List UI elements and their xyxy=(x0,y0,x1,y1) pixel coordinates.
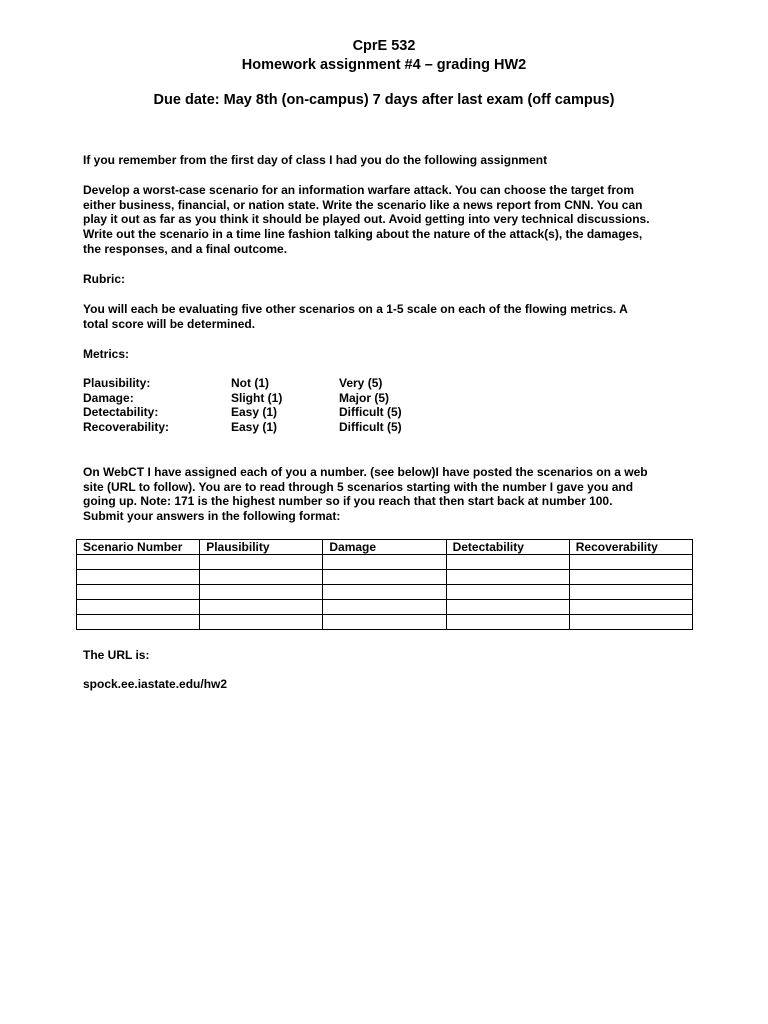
table-cell xyxy=(323,600,446,615)
rubric-line: total score will be determined. xyxy=(83,316,256,331)
table-cell xyxy=(200,555,323,570)
scenario-prompt xyxy=(83,183,703,257)
table-cell xyxy=(569,600,692,615)
table-cell xyxy=(446,585,569,600)
instruction-line: On WebCT I have assigned each of you a number. (see below)I have posted the scenarios on a web xyxy=(83,465,648,479)
table-row xyxy=(77,585,693,600)
metric-name: Detectability: xyxy=(83,405,159,419)
table-cell xyxy=(446,570,569,585)
header-scenario-number: Scenario Number xyxy=(77,540,200,555)
table-cell xyxy=(77,555,200,570)
table-cell xyxy=(569,555,692,570)
table-cell xyxy=(569,570,692,585)
prompt-line: the responses, and a final outcome. xyxy=(83,241,288,256)
metric-high: Difficult (5) xyxy=(339,405,402,419)
metric-low: Slight (1) xyxy=(231,391,283,405)
table-row xyxy=(77,615,693,630)
table-cell xyxy=(446,555,569,570)
prompt-line: play it out as far as you think it should be played out. Avoid getting into very technical discussions. xyxy=(83,212,650,227)
url-label: The URL is: xyxy=(83,648,150,662)
metrics-heading: Metrics: xyxy=(83,347,130,361)
instruction-line: Submit your answers in the following format: xyxy=(83,509,341,524)
header-recoverability: Recoverability xyxy=(569,540,692,555)
prompt-line: either business, financial, or nation state. Write the scenario like a news report from CNN. You can xyxy=(83,197,643,212)
rubric-text xyxy=(83,302,703,331)
answer-format-table xyxy=(76,539,693,630)
table-cell xyxy=(77,585,200,600)
table-row xyxy=(77,600,693,615)
header-damage: Damage xyxy=(323,540,446,555)
metric-low: Easy (1) xyxy=(231,405,278,419)
metric-name: Plausibility: xyxy=(83,376,151,390)
table-cell xyxy=(200,615,323,630)
table-cell xyxy=(200,600,323,615)
url-label-block xyxy=(83,648,703,663)
table-cell xyxy=(569,585,692,600)
rubric-line: You will each be evaluating five other scenarios on a 1-5 scale on each of the flowing metrics. A xyxy=(83,302,628,316)
prompt-line: Write out the scenario in a time line fashion talking about the nature of the attack(s), the damages, xyxy=(83,227,643,242)
metric-low: Not (1) xyxy=(231,376,269,390)
intro-text: If you remember from the first day of class I had you do the following assignment xyxy=(83,153,548,167)
instructions xyxy=(83,465,703,524)
table-cell xyxy=(77,570,200,585)
metric-high: Major (5) xyxy=(339,391,390,405)
metric-high: Difficult (5) xyxy=(339,420,402,434)
instruction-line: site (URL to follow). You are to read through 5 scenarios starting with the number I gave you and xyxy=(83,479,634,494)
metric-low: Easy (1) xyxy=(231,420,278,434)
rubric-heading-block xyxy=(83,272,703,287)
url-block xyxy=(83,677,703,692)
table-header-row xyxy=(77,540,693,555)
table-cell xyxy=(569,615,692,630)
metrics-heading-block xyxy=(83,347,703,362)
rubric-heading: Rubric: xyxy=(83,272,125,286)
intro-paragraph xyxy=(83,153,703,168)
table-cell xyxy=(77,615,200,630)
header-plausibility: Plausibility xyxy=(200,540,323,555)
table-cell xyxy=(77,600,200,615)
table-cell xyxy=(323,570,446,585)
url-text: spock.ee.iastate.edu/hw2 xyxy=(83,677,228,691)
table-row xyxy=(77,555,693,570)
course-title: CprE 532 xyxy=(352,38,416,54)
table-row xyxy=(77,570,693,585)
prompt-line: Develop a worst-case scenario for an information warfare attack. You can choose the target from xyxy=(83,183,635,197)
table-cell xyxy=(200,570,323,585)
table-cell xyxy=(200,585,323,600)
table-cell xyxy=(323,615,446,630)
metric-name: Recoverability: xyxy=(83,420,170,434)
assignment-title: Homework assignment #4 – grading HW2 xyxy=(241,57,527,73)
instruction-line: going up. Note: 171 is the highest number so if you reach that then start back at number 100. xyxy=(83,494,613,509)
table-cell xyxy=(446,615,569,630)
metric-high: Very (5) xyxy=(339,376,383,390)
metric-name: Damage: xyxy=(83,391,134,405)
table-cell xyxy=(323,555,446,570)
header-detectability: Detectability xyxy=(446,540,569,555)
table-cell xyxy=(446,600,569,615)
due-date: Due date: May 8th (on-campus) 7 days after last exam (off campus) xyxy=(153,92,615,108)
table-cell xyxy=(323,585,446,600)
